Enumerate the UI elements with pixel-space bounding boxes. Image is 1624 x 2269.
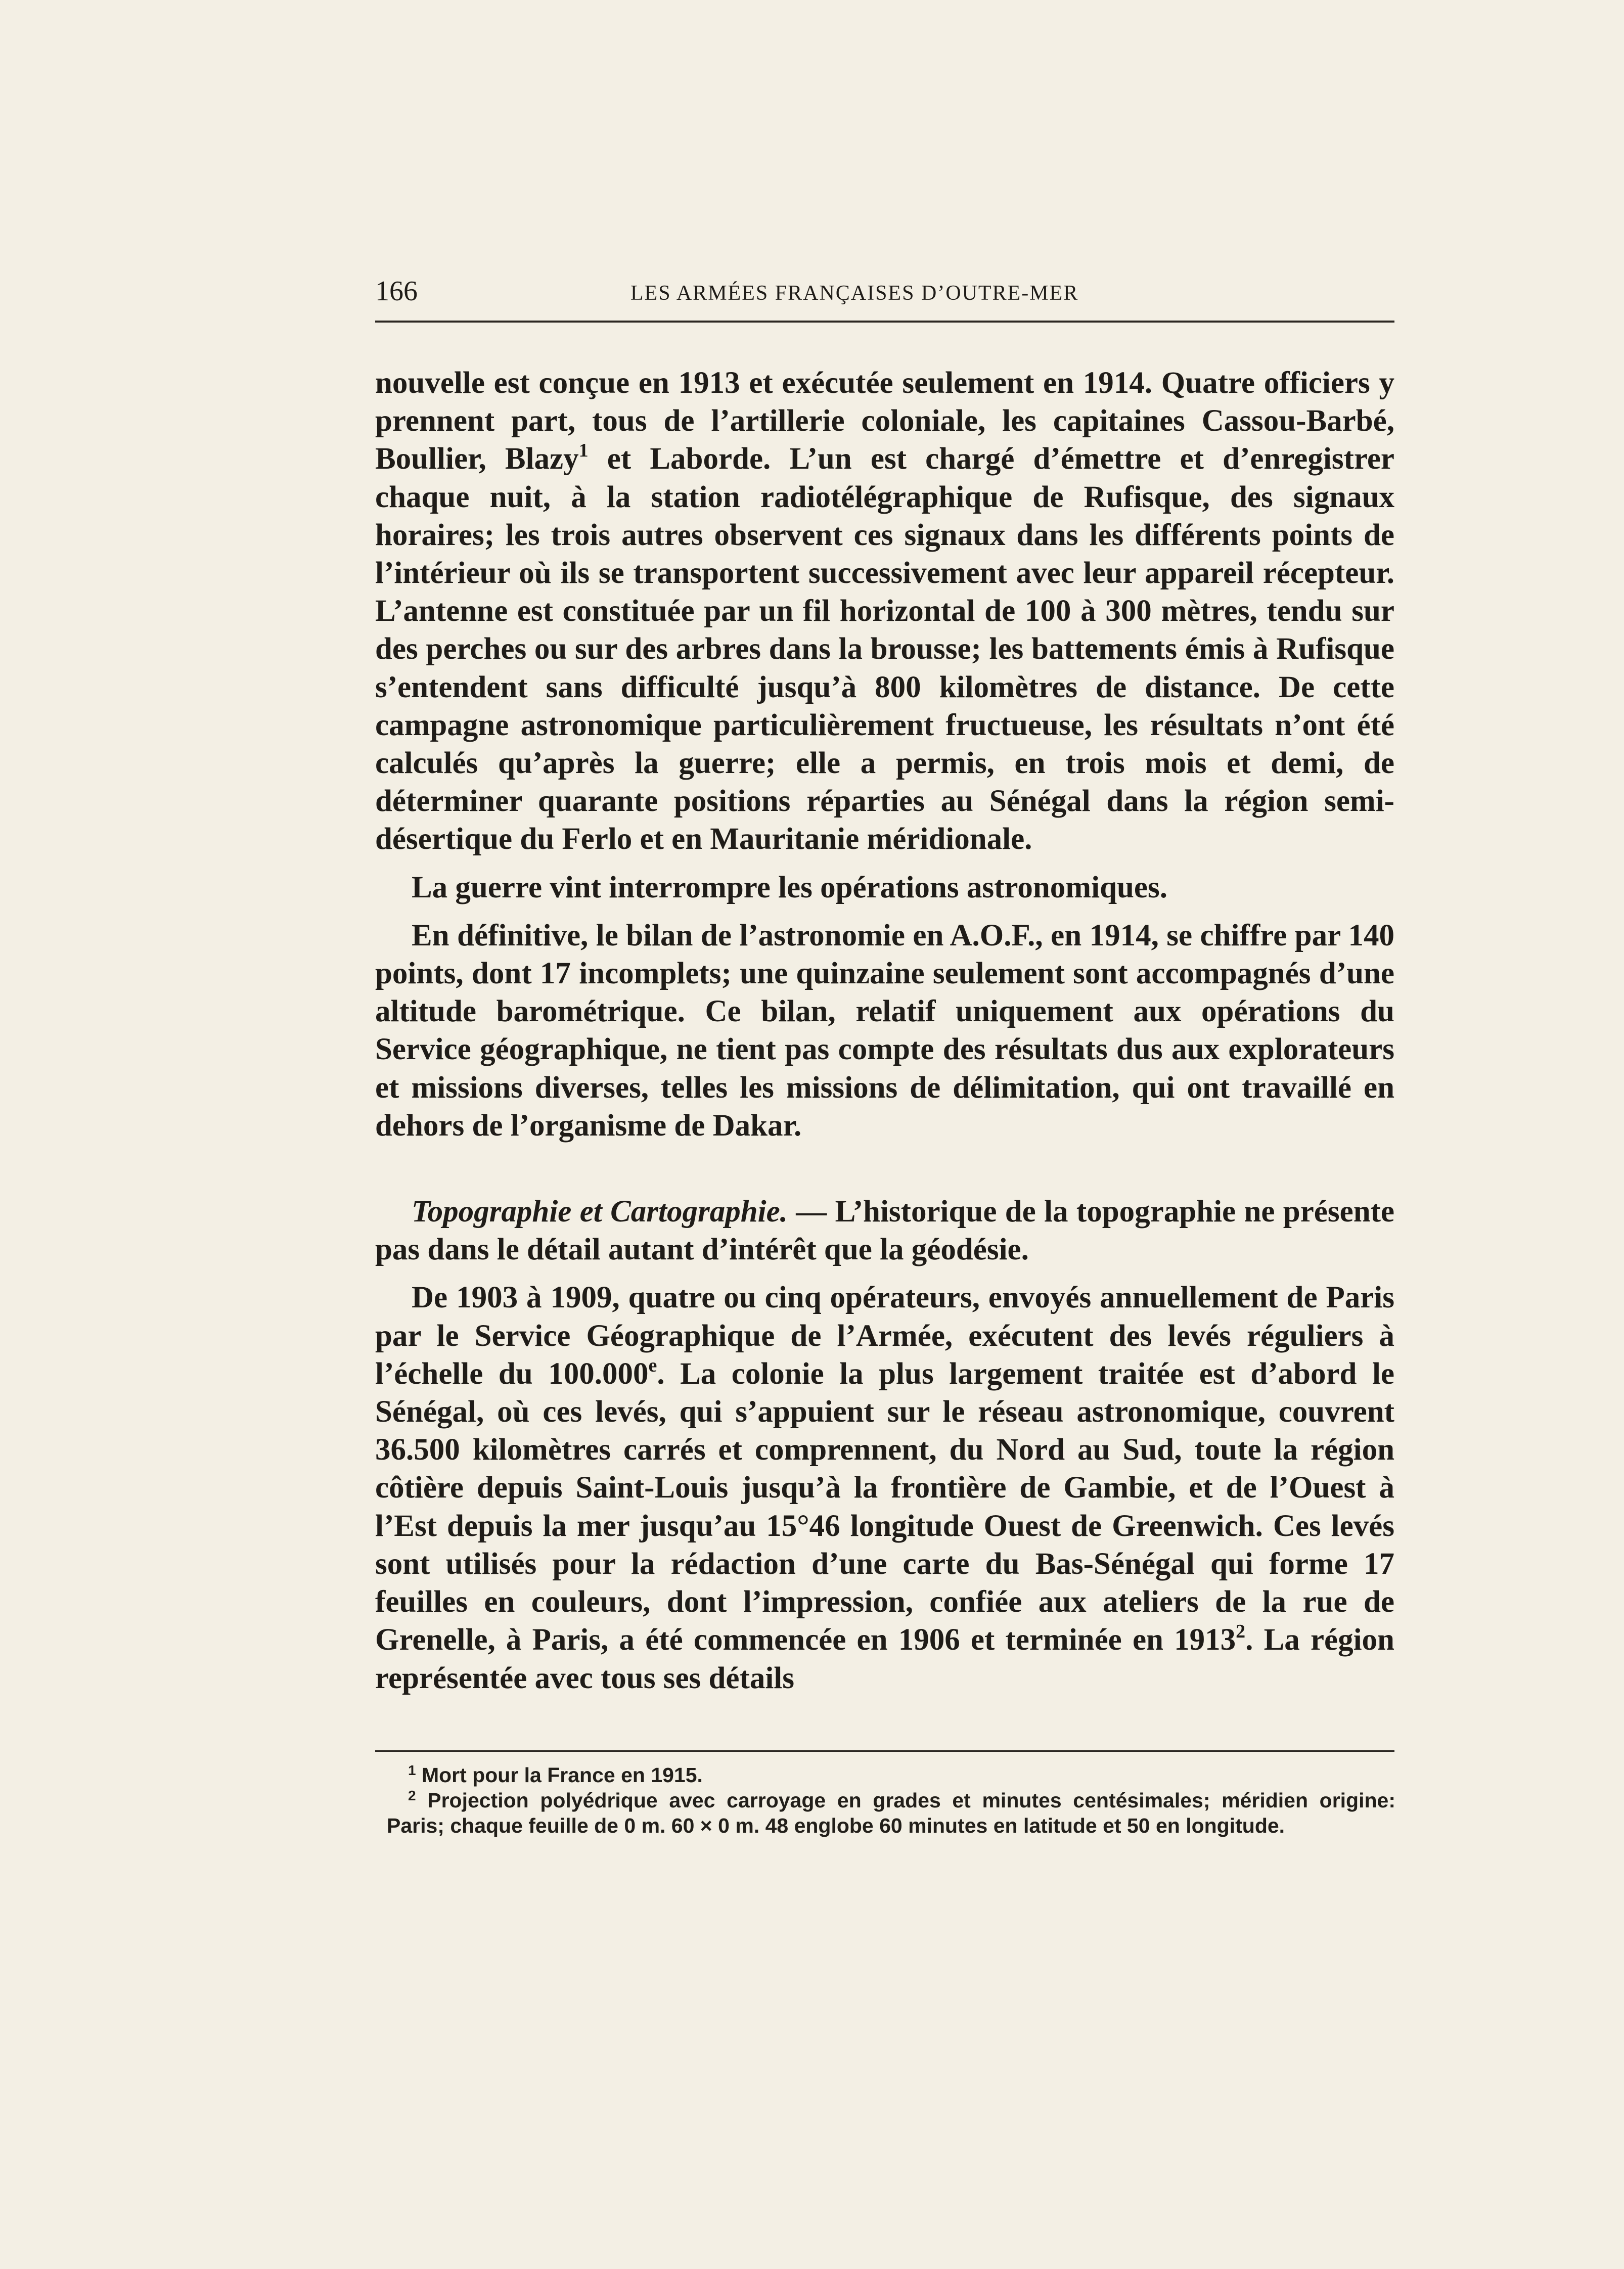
footnote-2-mark: 2 [408,1788,416,1803]
paragraph-4 [375,1193,1394,1268]
running-head: LES ARMÉES FRANÇAISES D’OUTRE-MER [630,282,1079,305]
paragraph-3: En définitive, le bilan de l’astronomie en A.O.F., en 1914, se chiffre par 140 points, dont 17 incomplets; une quinzaine seulement sont accompagnés d’une altitude barométrique. Ce bilan, relatif uniquement aux opérations du Service géographique, ne tient pas compte des résultats dus aux explorateurs et missions diverses, telles les missions de délimitation, qui ont travaillé en dehors de l’organisme de Dakar. [375,918,1394,1143]
footnote-1-mark: 1 [408,1762,416,1778]
footnote-2-text: Projection polyédrique avec carroyage en grades et minutes centésimales; méridien origine: Paris; chaque feuille de 0 m. 60 × 0 m. 48 englobe 60 minutes en latitude et 50 en longitude. [387,1789,1395,1837]
page-number: 166 [375,276,418,307]
scale-superscript: e [648,1354,657,1376]
paragraph-5-part-a: De 1903 à 1909, quatre ou cinq opérateurs, envoyés annuellement de Paris par le Service Géographique de l’Armée, exécutent des levés réguliers à l’échelle du 100.000 [375,1281,1394,1391]
footnote-1-text: Mort pour la France en 1915. [421,1763,703,1787]
footnote-ref-1: 1 [578,440,589,462]
footnote-1 [408,1762,1395,1788]
paragraph-5 [375,1279,1394,1697]
section-heading-topographie: Topographie et Cartographie. [412,1195,788,1229]
header-rule [375,321,1394,323]
footnote-ref-2: 2 [1236,1621,1246,1643]
main-text [375,364,1394,1697]
footnotes [387,1762,1395,1838]
paragraph-5-part-c: . La région représentée avec tous ses détails [375,1623,1394,1695]
page-header [375,273,1394,313]
paragraph-1-part-b: et Laborde. L’un est chargé d’émettre et d’enregistrer chaque nuit, à la station radiotélégraphique de Rufisque, des signaux horaires; les trois autres observent ces signaux dans les différents points de l’intérieur où ils se transportent successivement avec leur appareil récepteur. L’antenne est constituée par un fil horizontal de 100 à 300 mètres, tendu sur des perches ou sur des arbres dans la brousse; les battements émis à Rufisque s’entendent sans difficulté jusqu’à 800 kilomètres de distance. De cette campagne astronomique particulièrement fructueuse, les résultats n’ont été calculés qu’après la guerre; elle a permis, en trois mois et demi, de déterminer quarante positions réparties au Sénégal dans la région semi-désertique du Ferlo et en Mauritanie méridionale. [375,442,1394,856]
paragraph-5-part-b: . La colonie la plus largement traitée est d’abord le Sénégal, où ces levés, qui s’appuient sur le réseau astronomique, couvrent 36.500 kilomètres carrés et comprennent, du Nord au Sud, toute la région côtière depuis Saint-Louis jusqu’à la frontière de Gambie, et de l’Ouest à l’Est depuis la mer jusqu’au 15°46 longitude Ouest de Greenwich. Ces levés sont utilisés pour la rédaction d’une carte du Bas-Sénégal qui forme 17 feuilles en couleurs, dont l’impression, confiée aux ateliers de la rue de Grenelle, à Paris, a été commencée en 1906 et terminée en 1913 [375,1356,1394,1657]
paragraph-1-part-a: nouvelle est conçue en 1913 et exécutée seulement en 1914. Quatre officiers y prennent part, tous de l’artillerie coloniale, les capitaines Cassou-Barbé, Boullier, Blazy [375,366,1394,476]
footnote-2 [387,1788,1395,1838]
paragraph-1 [375,364,1394,858]
footnote-rule [375,1750,1394,1752]
paragraph-4-text: — L’historique de la topographie ne présente pas dans le détail autant d’intérêt que la géodésie. [375,1195,1395,1267]
paragraph-2: La guerre vint interrompre les opérations astronomiques. [412,870,1167,904]
